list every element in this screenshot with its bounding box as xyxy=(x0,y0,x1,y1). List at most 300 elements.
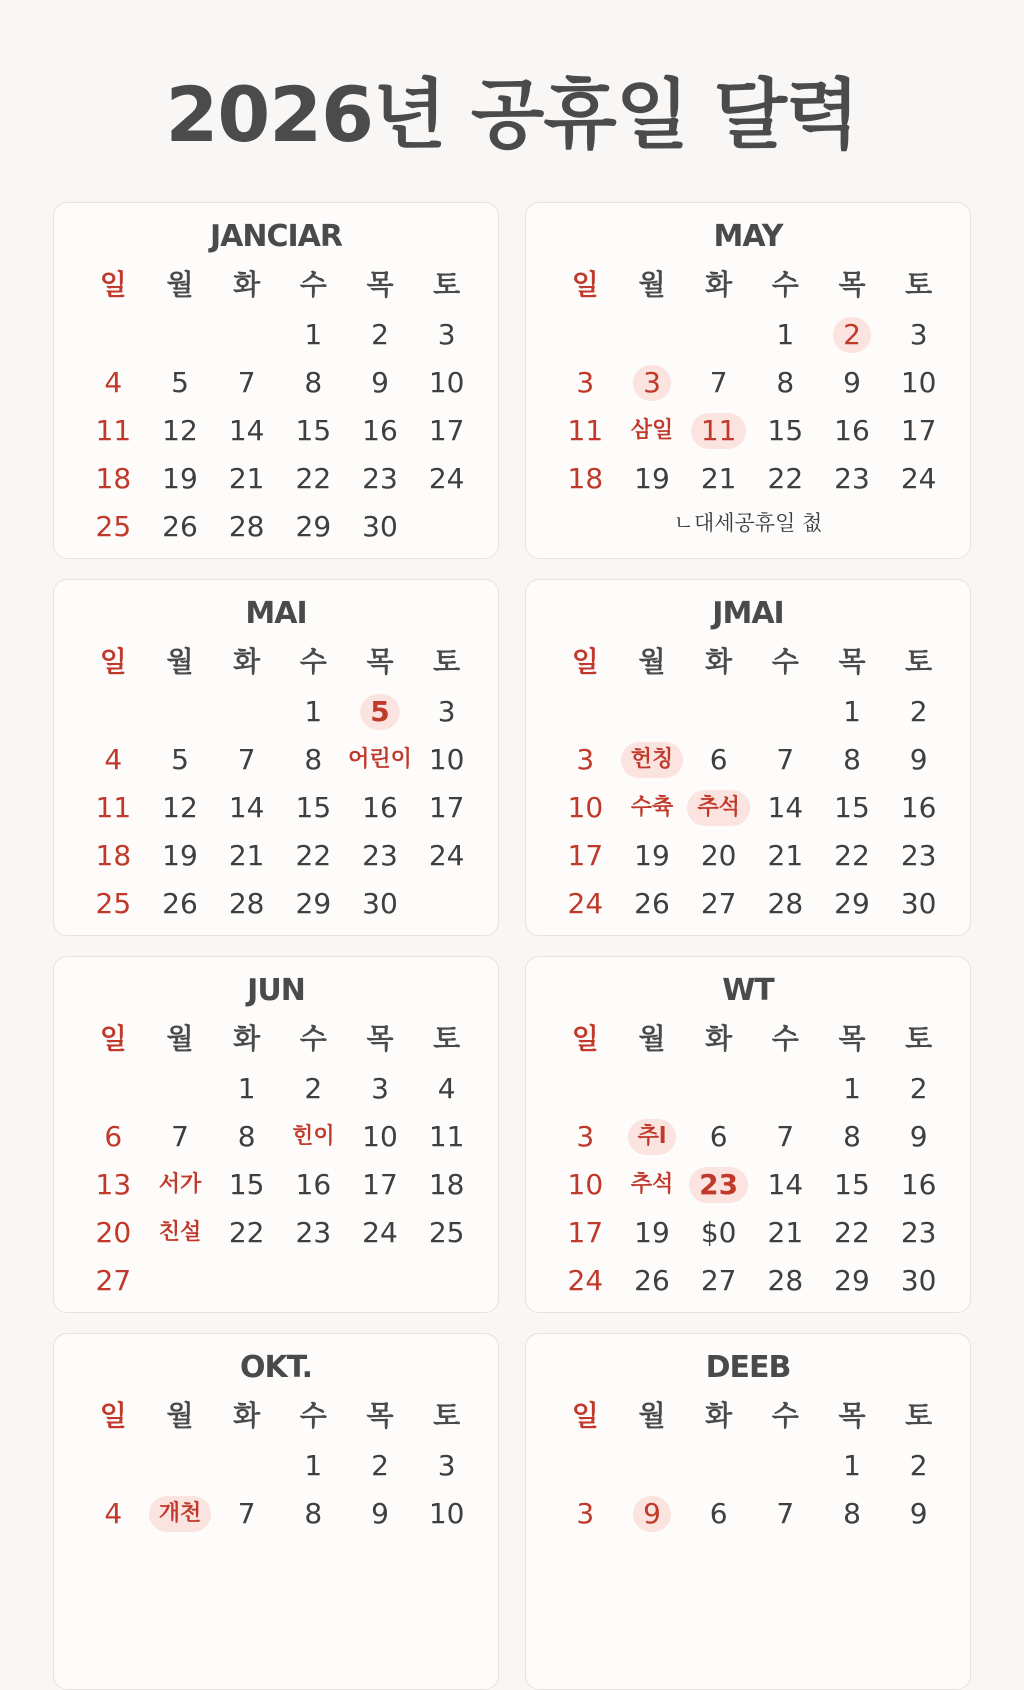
day-cell: 23 xyxy=(295,1216,332,1249)
week-row xyxy=(80,788,480,828)
day-cell xyxy=(213,1261,280,1301)
day-cell: 9 xyxy=(909,743,928,776)
day-cell: 29 xyxy=(295,887,332,920)
day-cell xyxy=(685,315,752,355)
day-cell: 10 xyxy=(428,743,465,776)
day-cell: 2 xyxy=(371,1449,389,1482)
day-cell: 삼일 xyxy=(630,418,674,443)
day-cell xyxy=(552,1446,619,1486)
week-row xyxy=(552,1213,952,1253)
day-cell xyxy=(619,692,686,732)
day-cell: 24 xyxy=(428,462,465,495)
week-row xyxy=(80,507,480,547)
day-cell: 11 xyxy=(567,414,604,447)
day-cell: 21 xyxy=(700,462,737,495)
day-cell: 7 xyxy=(237,1497,256,1530)
day-cell: 23 xyxy=(685,1165,752,1205)
day-cell: 15 xyxy=(228,1168,265,1201)
day-cell: 27 xyxy=(700,887,737,920)
day-cell: 19 xyxy=(634,839,670,872)
day-cell: 2 xyxy=(909,1072,928,1105)
day-cell: 23 xyxy=(362,839,398,872)
weekday-label: 수 xyxy=(771,1399,799,1432)
day-cell: 17 xyxy=(428,414,465,447)
day-cell: 22 xyxy=(834,1216,870,1249)
day-cell: 19 xyxy=(162,839,198,872)
weekday-label: 목 xyxy=(838,268,866,301)
day-cell: 20 xyxy=(700,839,737,872)
weekday-label: 월 xyxy=(638,1022,666,1055)
day-cell: 18 xyxy=(95,839,132,872)
day-cell: 14 xyxy=(228,791,265,824)
day-cell: 1 xyxy=(304,695,323,728)
day-cell: 3 xyxy=(909,318,928,351)
month-note: ㄴ대세공휴일 첪 xyxy=(673,511,823,535)
week-row xyxy=(552,411,952,451)
day-cell xyxy=(80,692,147,732)
month-name: JANCIAR xyxy=(210,219,342,254)
day-cell: 26 xyxy=(634,887,670,920)
day-cell xyxy=(147,1069,214,1109)
day-cell: 8 xyxy=(304,743,323,776)
month-card xyxy=(525,956,971,1313)
day-cell: 8 xyxy=(237,1120,256,1153)
day-cell: 5 xyxy=(347,692,414,732)
weekday-label: 화 xyxy=(705,1399,733,1432)
weekday-header xyxy=(552,1019,952,1059)
weekday-label: 화 xyxy=(705,1022,733,1055)
week-row xyxy=(552,315,952,355)
day-cell: 19 xyxy=(634,462,670,495)
day-cell: 29 xyxy=(295,510,332,543)
day-cell xyxy=(685,1446,752,1486)
weekday-label: 수 xyxy=(299,268,327,301)
day-cell xyxy=(413,507,480,547)
day-cell: 21 xyxy=(228,839,265,872)
month-card xyxy=(525,1333,971,1690)
weekday-label: 목 xyxy=(366,1022,394,1055)
weekday-header xyxy=(552,265,952,305)
day-cell: 24 xyxy=(362,1216,398,1249)
week-row xyxy=(552,836,952,876)
day-cell: 9 xyxy=(909,1120,928,1153)
day-cell: 14 xyxy=(767,791,804,824)
day-cell: 11 xyxy=(685,411,752,451)
day-cell: 2 xyxy=(909,1449,928,1482)
weekday-label: 일 xyxy=(99,268,127,301)
weekday-label: 수 xyxy=(771,1022,799,1055)
day-cell: 25 xyxy=(95,887,132,920)
day-cell: 6 xyxy=(709,743,728,776)
weekday-label: 화 xyxy=(233,645,261,678)
week-row xyxy=(552,788,952,828)
day-cell: 8 xyxy=(304,366,323,399)
day-cell: 10 xyxy=(567,791,604,824)
day-cell: 9 xyxy=(371,366,389,399)
weekday-label: 화 xyxy=(705,645,733,678)
week-row xyxy=(80,1446,480,1486)
page-title: 2026년 공휴일 달력 xyxy=(165,70,859,159)
weekday-label: 토 xyxy=(905,1399,933,1432)
weekday-label: 일 xyxy=(571,1022,599,1055)
day-cell xyxy=(619,315,686,355)
day-cell xyxy=(347,1261,414,1301)
day-cell: 친설 xyxy=(158,1220,202,1245)
weekday-label: 목 xyxy=(366,645,394,678)
day-cell: 어린이 xyxy=(348,747,412,772)
day-cell: 21 xyxy=(228,462,265,495)
month-name: OKT. xyxy=(239,1350,313,1385)
day-cell: 26 xyxy=(634,1264,670,1297)
weekday-label: 목 xyxy=(838,1399,866,1432)
weekday-label: 월 xyxy=(166,645,194,678)
day-cell: 11 xyxy=(95,791,132,824)
weekday-label: 토 xyxy=(433,1022,461,1055)
weekday-label: 화 xyxy=(233,1399,261,1432)
weekday-label: 일 xyxy=(571,1399,599,1432)
day-cell xyxy=(619,1446,686,1486)
day-cell: 8 xyxy=(843,1120,861,1153)
weekday-label: 일 xyxy=(571,645,599,678)
day-cell: 1 xyxy=(776,318,795,351)
day-cell: 14 xyxy=(767,1168,804,1201)
day-cell: 8 xyxy=(304,1497,323,1530)
day-cell: 23 xyxy=(362,462,398,495)
week-row xyxy=(80,740,480,780)
day-cell: 27 xyxy=(95,1264,132,1297)
day-cell: 18 xyxy=(95,462,132,495)
day-cell: 10 xyxy=(428,366,465,399)
day-cell: 7 xyxy=(776,1497,795,1530)
day-cell: 17 xyxy=(428,791,465,824)
day-cell: 7 xyxy=(776,1120,795,1153)
day-cell: 10 xyxy=(428,1497,465,1530)
day-cell: 3 xyxy=(576,1120,595,1153)
weekday-label: 목 xyxy=(838,1022,866,1055)
weekday-header xyxy=(552,1396,952,1436)
weekday-label: 월 xyxy=(166,1022,194,1055)
day-cell: 7 xyxy=(171,1120,189,1153)
month-name: DEEB xyxy=(705,1350,791,1385)
weekday-label: 수 xyxy=(299,1022,327,1055)
week-row xyxy=(80,363,480,403)
day-cell: 28 xyxy=(228,887,265,920)
day-cell xyxy=(752,1446,819,1486)
day-cell: 16 xyxy=(834,414,870,447)
day-cell: 28 xyxy=(767,1264,804,1297)
day-cell: 14 xyxy=(228,414,265,447)
week-row xyxy=(80,411,480,451)
day-cell: 7 xyxy=(237,366,256,399)
weekday-label: 토 xyxy=(433,645,461,678)
week-row xyxy=(552,1494,952,1534)
day-cell: 3 xyxy=(576,1497,595,1530)
day-cell: 2 xyxy=(909,695,928,728)
month-card xyxy=(525,579,971,936)
day-cell: 22 xyxy=(295,462,332,495)
day-cell: 추석 xyxy=(630,1172,674,1197)
day-cell xyxy=(413,884,480,924)
day-cell: 9 xyxy=(909,1497,928,1530)
day-cell: 1 xyxy=(843,1072,861,1105)
day-cell: 24 xyxy=(900,462,937,495)
weekday-label: 토 xyxy=(905,1022,933,1055)
day-cell: 15 xyxy=(295,791,332,824)
weekday-label: 월 xyxy=(638,645,666,678)
week-row xyxy=(80,1069,480,1109)
day-cell: 4 xyxy=(104,743,123,776)
day-cell: 26 xyxy=(162,510,198,543)
week-row xyxy=(80,1213,480,1253)
week-row xyxy=(80,692,480,732)
day-cell: 22 xyxy=(834,839,870,872)
week-row xyxy=(80,315,480,355)
day-cell xyxy=(685,692,752,732)
day-cell xyxy=(80,315,147,355)
weekday-label: 일 xyxy=(99,1399,127,1432)
weekday-label: 일 xyxy=(99,645,127,678)
day-cell: 7 xyxy=(709,366,728,399)
day-cell: 17 xyxy=(567,839,604,872)
day-cell: 4 xyxy=(437,1072,456,1105)
day-cell: 추석 xyxy=(685,788,752,828)
day-cell: 7 xyxy=(776,743,795,776)
day-cell: 23 xyxy=(834,462,870,495)
day-cell: 17 xyxy=(567,1216,604,1249)
month-name: WT xyxy=(722,973,774,1008)
day-cell: 25 xyxy=(428,1216,465,1249)
day-cell xyxy=(413,1261,480,1301)
day-cell: 16 xyxy=(900,791,937,824)
day-cell: 8 xyxy=(843,1497,861,1530)
weekday-label: 월 xyxy=(166,1399,194,1432)
weekday-header xyxy=(80,1396,480,1436)
day-cell: 17 xyxy=(362,1168,398,1201)
month-card xyxy=(53,579,499,936)
day-cell: 3 xyxy=(576,366,595,399)
weekday-header xyxy=(80,265,480,305)
day-cell: 3 xyxy=(576,743,595,776)
weekday-header xyxy=(80,1019,480,1059)
day-cell: 5 xyxy=(171,366,189,399)
day-cell xyxy=(147,315,214,355)
day-cell: 28 xyxy=(228,510,265,543)
day-cell: 23 xyxy=(900,839,937,872)
day-cell: 5 xyxy=(171,743,189,776)
day-cell: 3 xyxy=(437,695,456,728)
day-cell: 20 xyxy=(95,1216,132,1249)
day-cell: 10 xyxy=(900,366,937,399)
day-cell: 16 xyxy=(900,1168,937,1201)
day-cell: 1 xyxy=(237,1072,256,1105)
day-cell: 23 xyxy=(900,1216,937,1249)
weekday-label: 목 xyxy=(366,268,394,301)
day-cell: 12 xyxy=(162,414,198,447)
day-cell: 9 xyxy=(619,1494,686,1534)
day-cell: 3 xyxy=(437,1449,456,1482)
day-cell: 2 xyxy=(819,315,886,355)
day-cell: 1 xyxy=(843,1449,861,1482)
week-row xyxy=(552,459,952,499)
month-name: JMAI xyxy=(712,596,784,631)
month-card xyxy=(53,1333,499,1690)
weekday-label: 수 xyxy=(299,1399,327,1432)
weekday-label: 일 xyxy=(99,1022,127,1055)
month-card xyxy=(53,956,499,1313)
day-cell xyxy=(752,692,819,732)
weekday-label: 수 xyxy=(299,645,327,678)
month-name: JUN xyxy=(247,973,305,1008)
week-row xyxy=(80,459,480,499)
weekday-label: 월 xyxy=(638,1399,666,1432)
day-cell: 24 xyxy=(428,839,465,872)
day-cell: 7 xyxy=(237,743,256,776)
day-cell: 9 xyxy=(371,1497,389,1530)
day-cell: 26 xyxy=(162,887,198,920)
day-cell: 29 xyxy=(834,887,870,920)
day-cell: 3 xyxy=(371,1072,389,1105)
week-row xyxy=(80,836,480,876)
weekday-label: 토 xyxy=(433,1399,461,1432)
day-cell: 1 xyxy=(304,1449,323,1482)
day-cell: 30 xyxy=(900,887,937,920)
day-cell: 15 xyxy=(834,791,870,824)
day-cell: 1 xyxy=(843,695,861,728)
month-card xyxy=(525,202,971,559)
day-cell: 21 xyxy=(767,1216,804,1249)
weekday-label: 수 xyxy=(771,645,799,678)
day-cell: 9 xyxy=(843,366,861,399)
week-row xyxy=(80,1165,480,1205)
day-cell xyxy=(280,1261,347,1301)
week-row xyxy=(552,1117,952,1157)
day-cell: 6 xyxy=(709,1120,728,1153)
day-cell xyxy=(552,692,619,732)
week-row xyxy=(552,692,952,732)
weekday-label: 목 xyxy=(838,645,866,678)
day-cell: 11 xyxy=(95,414,132,447)
calendar-grid xyxy=(53,202,971,1690)
day-cell: 3 xyxy=(437,318,456,351)
weekday-label: 일 xyxy=(571,268,599,301)
day-cell: $0 xyxy=(700,1216,737,1249)
day-cell xyxy=(147,1446,214,1486)
day-cell: 1 xyxy=(304,318,323,351)
day-cell: 개천 xyxy=(147,1494,214,1534)
day-cell xyxy=(80,1069,147,1109)
week-row xyxy=(80,1261,480,1301)
day-cell: 24 xyxy=(567,887,604,920)
day-cell: 6 xyxy=(709,1497,728,1530)
day-cell: 8 xyxy=(843,743,861,776)
day-cell xyxy=(80,1446,147,1486)
day-cell xyxy=(147,692,214,732)
day-cell: 수츅 xyxy=(630,795,674,820)
day-cell: 25 xyxy=(95,510,132,543)
weekday-label: 목 xyxy=(366,1399,394,1432)
month-card xyxy=(53,202,499,559)
day-cell xyxy=(213,692,280,732)
day-cell: 22 xyxy=(767,462,804,495)
day-cell xyxy=(213,315,280,355)
day-cell: 30 xyxy=(362,510,398,543)
weekday-label: 화 xyxy=(233,268,261,301)
weekday-header xyxy=(80,642,480,682)
week-row xyxy=(80,884,480,924)
day-cell xyxy=(552,1069,619,1109)
day-cell: 헌칭 xyxy=(619,740,686,780)
day-cell: 18 xyxy=(428,1168,465,1201)
day-cell: 27 xyxy=(700,1264,737,1297)
day-cell: 16 xyxy=(295,1168,332,1201)
day-cell: 15 xyxy=(767,414,804,447)
day-cell: 10 xyxy=(567,1168,604,1201)
week-row xyxy=(80,1117,480,1157)
day-cell: 추l xyxy=(619,1117,686,1157)
weekday-label: 수 xyxy=(771,268,799,301)
day-cell xyxy=(685,1069,752,1109)
day-cell: 30 xyxy=(900,1264,937,1297)
day-cell xyxy=(619,1069,686,1109)
day-cell: 2 xyxy=(371,318,389,351)
day-cell: 17 xyxy=(900,414,937,447)
day-cell: 16 xyxy=(362,791,398,824)
week-row xyxy=(552,1069,952,1109)
week-row xyxy=(552,1165,952,1205)
day-cell: 11 xyxy=(428,1120,465,1153)
day-cell: 6 xyxy=(104,1120,123,1153)
day-cell: 4 xyxy=(104,1497,123,1530)
weekday-label: 월 xyxy=(638,268,666,301)
week-row xyxy=(552,740,952,780)
day-cell: 2 xyxy=(304,1072,323,1105)
day-cell: 3 xyxy=(619,363,686,403)
day-cell xyxy=(147,1261,214,1301)
day-cell xyxy=(552,315,619,355)
weekday-label: 토 xyxy=(905,645,933,678)
weekday-header xyxy=(552,642,952,682)
week-row xyxy=(552,884,952,924)
day-cell: 13 xyxy=(95,1168,132,1201)
day-cell: 10 xyxy=(362,1120,398,1153)
weekday-label: 월 xyxy=(166,268,194,301)
week-row xyxy=(80,1494,480,1534)
day-cell: 15 xyxy=(295,414,332,447)
day-cell: 19 xyxy=(162,462,198,495)
weekday-label: 화 xyxy=(233,1022,261,1055)
day-cell xyxy=(752,1069,819,1109)
day-cell: 29 xyxy=(834,1264,870,1297)
day-cell: 22 xyxy=(295,839,332,872)
day-cell: 12 xyxy=(162,791,198,824)
week-row xyxy=(552,1446,952,1486)
day-cell: 서가 xyxy=(158,1172,202,1197)
day-cell: 21 xyxy=(767,839,804,872)
day-cell: 19 xyxy=(634,1216,670,1249)
day-cell: 15 xyxy=(834,1168,870,1201)
day-cell: 28 xyxy=(767,887,804,920)
day-cell xyxy=(213,1446,280,1486)
month-name: MAY xyxy=(713,219,783,254)
weekday-label: 토 xyxy=(433,268,461,301)
weekday-label: 토 xyxy=(905,268,933,301)
day-cell: 16 xyxy=(362,414,398,447)
week-row xyxy=(552,1261,952,1301)
month-name: MAI xyxy=(245,596,307,631)
day-cell: 힌이 xyxy=(292,1124,335,1149)
day-cell: 18 xyxy=(567,462,604,495)
day-cell: 8 xyxy=(776,366,795,399)
